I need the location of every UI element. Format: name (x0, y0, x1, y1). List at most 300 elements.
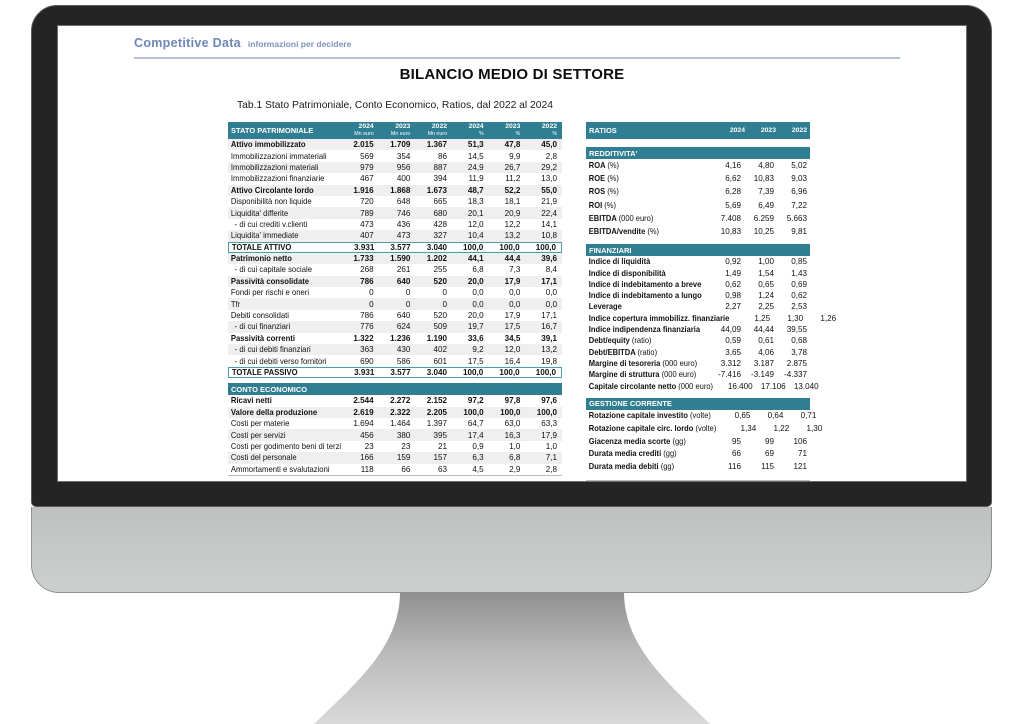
row-label: Patrimonio netto (230, 254, 292, 264)
cell-value: 6,8 (509, 453, 521, 463)
cell-value: 3.312 (720, 358, 741, 368)
cell-value: 5,69 (725, 200, 741, 210)
cell-value: 6.259 (753, 213, 774, 223)
row-label: - di cui finanziari (234, 322, 291, 332)
cell-value: 467 (360, 174, 374, 184)
cell-value: 509 (433, 322, 448, 332)
cell-value: 436 (396, 219, 411, 229)
cell-value: 17,9 (504, 311, 521, 321)
column-unit: % (515, 130, 521, 137)
cell-value: 5,02 (791, 161, 807, 171)
cell-value: 0,61 (758, 336, 774, 346)
cell-value: 430 (396, 345, 411, 355)
cell-value: 118 (360, 464, 374, 474)
table-row (586, 460, 810, 473)
cell-value: 0,92 (725, 257, 741, 267)
section-rows (586, 159, 810, 238)
section-gap (586, 139, 810, 147)
cell-value: 11,9 (468, 174, 484, 184)
cell-value: 2.015 (353, 140, 374, 150)
cell-value: 9,9 (509, 151, 521, 161)
cell-value: 456 (360, 430, 374, 440)
cell-value: 7.408 (720, 213, 741, 223)
table-row (586, 290, 810, 301)
cell-value: 0,62 (725, 279, 741, 289)
cell-value: 1,54 (758, 268, 774, 278)
table-row (586, 159, 810, 172)
cell-value: 261 (396, 265, 411, 275)
cell-value: 10,4 (467, 231, 484, 241)
cell-value: 157 (433, 453, 448, 463)
cell-value: 9,03 (791, 174, 807, 184)
row-label: Costi del personale (230, 453, 297, 463)
cell-value: -3.149 (751, 370, 774, 380)
cell-value: 394 (433, 174, 448, 184)
column-year: 2024 (358, 122, 374, 130)
table-row (586, 422, 823, 435)
table-row (228, 264, 562, 275)
cell-value: 0,0 (509, 299, 521, 309)
table-row (228, 321, 562, 332)
table-row (228, 242, 562, 253)
table-row (586, 369, 810, 380)
cell-value: 3.931 (354, 242, 375, 252)
section-rows (586, 410, 823, 473)
column-unit: % (478, 130, 484, 137)
column-unit: Mn euro (390, 130, 411, 137)
row-label: Indice di liquidità (588, 257, 651, 267)
cell-value: 4,16 (725, 161, 741, 171)
table-row (228, 139, 562, 150)
cell-value: 395 (433, 430, 448, 440)
table-row (228, 407, 562, 418)
cell-value: 13,0 (541, 174, 558, 184)
cell-value: 100,0 (500, 407, 521, 417)
cell-value: 116 (728, 461, 741, 471)
cell-value: 1,25 (754, 313, 771, 323)
cell-value: 0,0 (545, 288, 558, 298)
cell-value: 0,68 (791, 336, 807, 346)
table-row (228, 173, 562, 184)
row-label: Immobilizzazioni materiali (230, 162, 319, 172)
row-label: ROI (%) (588, 200, 616, 210)
column-year: 2024 (468, 122, 484, 130)
table-row (586, 347, 810, 358)
cell-value: 19,7 (467, 322, 484, 332)
cell-value: 6,28 (725, 187, 741, 197)
cell-value: 3.040 (426, 368, 447, 377)
cell-value: 2,8 (545, 151, 558, 161)
table-row (586, 199, 810, 212)
page-title: BILANCIO MEDIO DI SETTORE (399, 66, 625, 83)
cell-value: 601 (433, 356, 448, 366)
cell-value: 1.916 (353, 185, 374, 195)
row-label: Attivo immobilizzato (230, 140, 306, 150)
table-row (586, 435, 810, 448)
cell-value: 887 (433, 162, 448, 172)
cell-value: 63 (438, 464, 448, 474)
row-label: - di cui debiti verso fornitori (234, 356, 327, 366)
cell-value: 0,0 (472, 288, 484, 298)
cell-value: 0 (442, 299, 448, 309)
cell-value: 0,65 (734, 411, 751, 421)
cell-value: 100,0 (463, 407, 484, 417)
cell-value: 1.673 (426, 185, 448, 195)
cell-value: 14,1 (541, 219, 558, 229)
cell-value: 1,43 (791, 268, 807, 278)
table-row (228, 185, 562, 196)
cell-value: 97,2 (467, 396, 484, 406)
cell-value: 95 (731, 436, 741, 446)
cell-value: 19,8 (541, 356, 558, 366)
cell-value: 402 (433, 345, 448, 355)
cell-value: 2,25 (758, 302, 774, 312)
cell-value: 0,9 (472, 441, 484, 451)
cell-value: 10,83 (720, 227, 741, 237)
cell-value: 13.040 (793, 381, 819, 391)
sp-table-title: STATO PATRIMONIALE (231, 126, 314, 135)
cell-value: 11,2 (505, 174, 521, 184)
row-label: Fondi per rischi e oneri (230, 288, 310, 298)
sp-rows (228, 139, 562, 378)
cell-value: 66 (401, 464, 411, 474)
row-label: Margine di struttura (000 euro) (588, 370, 697, 380)
cell-value: 0,0 (545, 299, 558, 309)
cell-value: 3,65 (725, 347, 741, 357)
cell-value: 45,0 (541, 140, 558, 150)
cell-value: 720 (360, 197, 374, 207)
row-label: Passività correnti (230, 333, 295, 343)
brand-logo (134, 36, 351, 50)
cell-value: 44,4 (504, 254, 521, 264)
table-row (586, 256, 810, 267)
cell-value: 39,1 (541, 333, 558, 343)
row-label: Ricavi netti (230, 396, 272, 406)
cell-value: 380 (396, 430, 411, 440)
row-label-suffix: (%) (604, 200, 616, 210)
row-label-suffix: (volte) (695, 424, 717, 434)
cell-value: 7,22 (791, 200, 807, 210)
cell-value: 0,62 (791, 291, 807, 301)
row-label: TOTALE PASSIVO (231, 368, 298, 377)
cell-value: 48,7 (467, 185, 484, 195)
ce-rows (228, 395, 562, 476)
cell-value: 1,34 (740, 424, 757, 434)
row-label: Durata media debiti (gg) (588, 461, 675, 471)
cell-value: 400 (396, 174, 411, 184)
cell-value: 10,83 (753, 174, 774, 184)
table-row (228, 150, 562, 161)
cell-value: 786 (360, 311, 374, 321)
cell-value: 520 (433, 276, 448, 286)
table-row (228, 418, 562, 429)
cell-value: -4.337 (784, 370, 807, 380)
cell-value: 268 (360, 265, 374, 275)
cell-value: 680 (433, 208, 448, 218)
cell-value: 0,98 (725, 291, 741, 301)
table-row (586, 185, 810, 198)
cell-value: 17,5 (467, 356, 484, 366)
cell-value: 17,5 (504, 322, 521, 332)
row-label: Indice di indebitamento a breve (588, 279, 702, 289)
cell-value: 665 (433, 197, 448, 207)
cell-value: 0,65 (758, 279, 774, 289)
row-label-suffix: (ratio) (637, 347, 658, 357)
cell-value: 34,5 (504, 333, 521, 343)
cell-value: 0,0 (509, 288, 521, 298)
column-unit: Mn euro (427, 130, 448, 137)
cell-value: 21 (438, 441, 448, 451)
row-label: Liquidita' immediate (230, 231, 299, 241)
cell-value: 789 (360, 208, 374, 218)
cell-value: 51,3 (467, 140, 484, 150)
cell-value: 473 (360, 219, 374, 229)
cell-value: 2.619 (353, 407, 374, 417)
ratios-header-row (586, 122, 810, 139)
cell-value: 23 (364, 441, 374, 451)
cell-value: 3.040 (426, 242, 447, 252)
cell-value: 354 (396, 151, 411, 161)
cell-value: 39,6 (541, 254, 558, 264)
table-row (228, 298, 562, 309)
row-label-suffix: (gg) (672, 436, 686, 446)
cell-value: 979 (360, 162, 374, 172)
row-label-suffix: (000 euro) (661, 370, 697, 380)
section-header: REDDITIVITA' (586, 147, 810, 159)
column-header (525, 122, 562, 139)
cell-value: 7,1 (545, 453, 558, 463)
cell-value: 0,59 (725, 336, 741, 346)
row-label: Attivo Circolante lordo (230, 185, 314, 195)
table-row (586, 410, 817, 423)
cell-value: 2.875 (786, 358, 807, 368)
cell-value: 0 (442, 288, 448, 298)
cell-value: 407 (360, 231, 374, 241)
cell-value: 97,8 (504, 396, 521, 406)
cell-value: 2.205 (426, 407, 448, 417)
row-label: EBITDA/vendite (%) (588, 227, 660, 237)
cell-value: 3.187 (753, 358, 774, 368)
cell-value: 0,0 (472, 299, 484, 309)
cell-value: 29,2 (541, 162, 558, 172)
section-header: GESTIONE CORRENTE (586, 398, 810, 410)
row-label-suffix: (000 euro) (662, 358, 698, 368)
table-row (586, 172, 810, 185)
cell-value: 1,24 (758, 291, 774, 301)
cell-value: 4,80 (758, 161, 774, 171)
cell-value: 12,0 (504, 345, 521, 355)
cell-value: 7,39 (758, 187, 774, 197)
cell-value: 520 (433, 311, 448, 321)
cell-value: 10,25 (753, 227, 774, 237)
row-label: TOTALE ATTIVO (231, 242, 292, 252)
cell-value: 166 (360, 453, 374, 463)
cell-value: 47,8 (504, 140, 521, 150)
cell-value: 1.367 (426, 140, 448, 150)
table-row (586, 279, 810, 290)
cell-value: 55,0 (541, 185, 558, 195)
row-label-suffix: (%) (647, 227, 660, 237)
table-row (228, 344, 562, 355)
table-row (586, 267, 810, 278)
cell-value: 1,26 (820, 313, 837, 323)
table-row (228, 196, 562, 207)
cell-value: 115 (761, 461, 774, 471)
cell-value: 624 (396, 322, 411, 332)
column-header: 2024 (729, 127, 745, 134)
cell-value: 33,6 (467, 333, 484, 343)
monitor-chin (31, 507, 992, 593)
cell-value: 3.577 (390, 368, 411, 377)
cell-value: 86 (438, 151, 448, 161)
cell-value: 2,53 (791, 302, 807, 312)
table-row (586, 313, 837, 324)
table-row (228, 207, 562, 218)
table-row (228, 287, 562, 298)
row-label: Costi per materie (230, 419, 290, 429)
cell-value: 690 (360, 356, 374, 366)
cell-value: 16,3 (504, 430, 521, 440)
cell-value: 776 (360, 322, 374, 332)
monitor-stand (300, 592, 724, 724)
section-header: FINANZIARI (586, 244, 810, 256)
cell-value: 569 (360, 151, 374, 161)
row-label: EBITDA (000 euro) (588, 213, 654, 223)
cell-value: 52,2 (504, 185, 521, 195)
cell-value: 428 (433, 219, 448, 229)
row-label: - di cui debiti finanziari (234, 345, 311, 355)
table-row (586, 225, 810, 238)
row-label: Giacenza media scorte (gg) (588, 436, 686, 446)
row-label: Disponibilità non liquide (230, 197, 312, 207)
brand-name: Competitive Data (134, 36, 241, 50)
cell-value: 6,8 (472, 265, 484, 275)
row-label: Passività consolidate (230, 276, 310, 286)
cell-value: 2.322 (390, 407, 411, 417)
row-label: Margine di tesoreria (000 euro) (588, 358, 698, 368)
cell-value: 0 (405, 299, 411, 309)
column-year: 2023 (395, 122, 411, 130)
row-label: Indice di disponibilità (588, 268, 666, 278)
cell-value: 0,71 (800, 411, 817, 421)
cell-value: 0 (369, 299, 374, 309)
cell-value: 2,8 (545, 464, 558, 474)
cell-value: 17,9 (504, 276, 521, 286)
cell-value: 100,0 (536, 407, 558, 417)
table-row (228, 355, 562, 366)
row-label: ROS (%) (588, 187, 619, 197)
row-label: Immobilizzazioni finanziarie (230, 174, 325, 184)
cell-value: 22,4 (541, 208, 558, 218)
table-row (228, 429, 562, 440)
column-header (415, 122, 452, 139)
column-year: 2022 (541, 122, 558, 130)
cell-value: 3,78 (791, 347, 807, 357)
cell-value: 23 (401, 441, 411, 451)
cell-value: 63,3 (541, 419, 558, 429)
table-caption: Tab.1 Stato Patrimoniale, Conto Economico, Ratios, dal 2022 al 2024 (237, 100, 553, 111)
cell-value: 20,9 (504, 208, 521, 218)
cell-value: 7,3 (509, 265, 521, 275)
row-label: Tfr (230, 299, 241, 309)
cell-value: 100,0 (535, 242, 556, 252)
cell-value: 44,44 (753, 325, 774, 335)
cell-value: 1.464 (390, 419, 411, 429)
cell-value: 1,0 (509, 441, 521, 451)
cell-value: 1,0 (545, 441, 558, 451)
cell-value: 473 (396, 231, 411, 241)
cell-value: 121 (793, 461, 807, 471)
row-label: Indice di indebitamento a lungo (588, 291, 702, 301)
column-unit: Mn euro (354, 130, 374, 137)
table-row (228, 367, 562, 378)
cell-value: 640 (396, 276, 411, 286)
cell-value: 0 (405, 288, 411, 298)
table-row (228, 333, 562, 344)
cell-value: 8,4 (545, 265, 558, 275)
cell-value: 26,7 (504, 162, 521, 172)
cell-value: 1.694 (353, 419, 374, 429)
cell-value: 39,55 (786, 325, 807, 335)
cell-value: 4,06 (758, 347, 774, 357)
cell-value: 5.663 (786, 213, 807, 223)
cell-value: 1,30 (806, 424, 823, 434)
cell-value: 100,0 (499, 242, 520, 252)
column-header (342, 122, 379, 139)
cell-value: 44,09 (720, 325, 741, 335)
column-year: 2023 (505, 122, 521, 130)
cell-value: 4,5 (472, 464, 484, 474)
sp-header-row (228, 122, 562, 139)
table-row (586, 447, 810, 460)
cell-value: 13,2 (504, 231, 521, 241)
column-year: 2022 (431, 122, 448, 130)
cell-value: 18,1 (504, 197, 521, 207)
cell-value: 6,62 (725, 174, 741, 184)
column-header (452, 122, 489, 139)
cell-value: 6,96 (791, 187, 807, 197)
cell-value: 1.733 (353, 254, 374, 264)
cell-value: 1,49 (725, 268, 741, 278)
row-label: - di cui capitale sociale (234, 265, 313, 275)
row-label-suffix: (ratio) (631, 336, 652, 346)
cell-value: 71 (797, 449, 807, 459)
cell-value: 13,2 (541, 345, 558, 355)
cell-value: 746 (396, 208, 411, 218)
cell-value: 24,9 (467, 162, 484, 172)
ce-table-title: CONTO ECONOMICO (231, 384, 308, 394)
cell-value: -7.416 (718, 370, 741, 380)
cell-value: 3.577 (390, 242, 411, 252)
cell-value: 3.931 (354, 368, 375, 377)
cell-value: 1.397 (426, 419, 448, 429)
table-row (586, 358, 810, 369)
cell-value: 2,9 (509, 464, 521, 474)
cell-value: 327 (433, 231, 448, 241)
cell-value: 16,7 (541, 322, 558, 332)
cell-value: 100,0 (535, 368, 556, 377)
cell-value: 0,64 (767, 411, 784, 421)
cell-value: 64,7 (467, 419, 484, 429)
cell-value: 1.236 (390, 333, 411, 343)
row-label: Liquidita' differite (230, 208, 289, 218)
row-label-suffix: (gg) (663, 449, 677, 459)
cell-value: 1.868 (390, 185, 411, 195)
monitor-screen (57, 25, 967, 482)
section-rows (586, 256, 837, 392)
cell-value: 21,9 (541, 197, 558, 207)
table-row (586, 301, 810, 312)
